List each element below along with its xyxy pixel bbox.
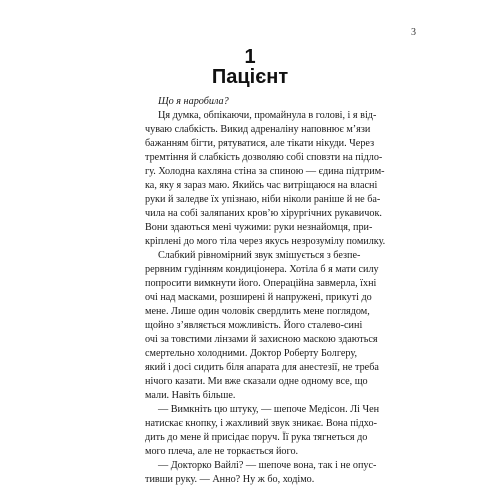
text-line: Ця думка, обпікаючи, промайнула в голові, і я від-: [158, 110, 377, 121]
text-line: мене. Лише один чоловік свердлить мене поглядом,: [145, 306, 370, 317]
text-line: — Вимкніть цю штуку, — шепоче Медісон. Лі Чен: [158, 404, 380, 415]
text-line: тивши руку. — Анно? Ну ж бо, ходімо.: [145, 474, 315, 485]
text-line: чила на собі заляпаних кров’ю хірургічних рукавичок.: [145, 208, 382, 219]
text-line: рервним гудінням кондиціонера. Хотіла б я мати силу: [145, 264, 379, 275]
text-line: натискає кнопку, і жахливий звук зникає. Вона підхо-: [145, 418, 377, 429]
text-line: ка, яку я зараз маю. Якийсь час витріщаюся на власні: [145, 180, 378, 191]
text-line: попросити вимкнути його. Операційна завмерла, їхні: [145, 278, 377, 289]
text-line: гу. Холодна кахляна стіна за спиною — єдина підтрим-: [145, 166, 385, 177]
body-text: [145, 95, 386, 487]
chapter-number: 1: [244, 46, 256, 68]
text-line: очі над масками, розширені й напружені, прикуті до: [145, 292, 372, 303]
text-line: чуваю слабкість. Викид адреналіну наповнює м’язи: [145, 124, 371, 135]
text-line: тремтіння й слабкість дозволяю собі сповзти на підло-: [145, 152, 383, 163]
text-line: дить до мене й присідає поруч. Її рука тягнеться до: [145, 432, 368, 443]
page-number: 3: [411, 27, 416, 38]
text-line: смертельно холодними. Доктор Роберту Болгеру,: [145, 348, 357, 359]
text-line: бажанням бігти, рятуватися, але тікати нікуди. Через: [145, 138, 375, 149]
text-line: який і досі сидить біля апарата для анестезії, не треба: [145, 362, 379, 373]
text-line: нічого казати. Ми вже сказали одне одному все, що: [145, 376, 368, 387]
text-line: щойно з’являється можливість. Його сталево-сині: [145, 320, 363, 331]
text-line: Що я наробила?: [158, 96, 229, 107]
text-line: мого плеча, але не торкається його.: [145, 446, 299, 457]
text-line: Вони здаються мені чужими: руки незнайомця, при-: [145, 222, 373, 233]
text-line: руки й заледве їх упізнаю, ніби ніколи раніше й не ба-: [145, 194, 381, 205]
text-line: кріплені до мого тіла через якусь незрозумілу помилку.: [145, 236, 386, 247]
text-line: мали. Навіть більше.: [145, 390, 236, 401]
text-line: очі за товстими лінзами й захисною маскою здаються: [145, 334, 378, 345]
text-line: Слабкий рівномірний звук змішується з безпе-: [158, 250, 361, 261]
chapter-title: Пацієнт: [211, 66, 289, 88]
text-line: — Докторко Вайлі? — шепоче вона, так і не опус-: [158, 460, 377, 471]
